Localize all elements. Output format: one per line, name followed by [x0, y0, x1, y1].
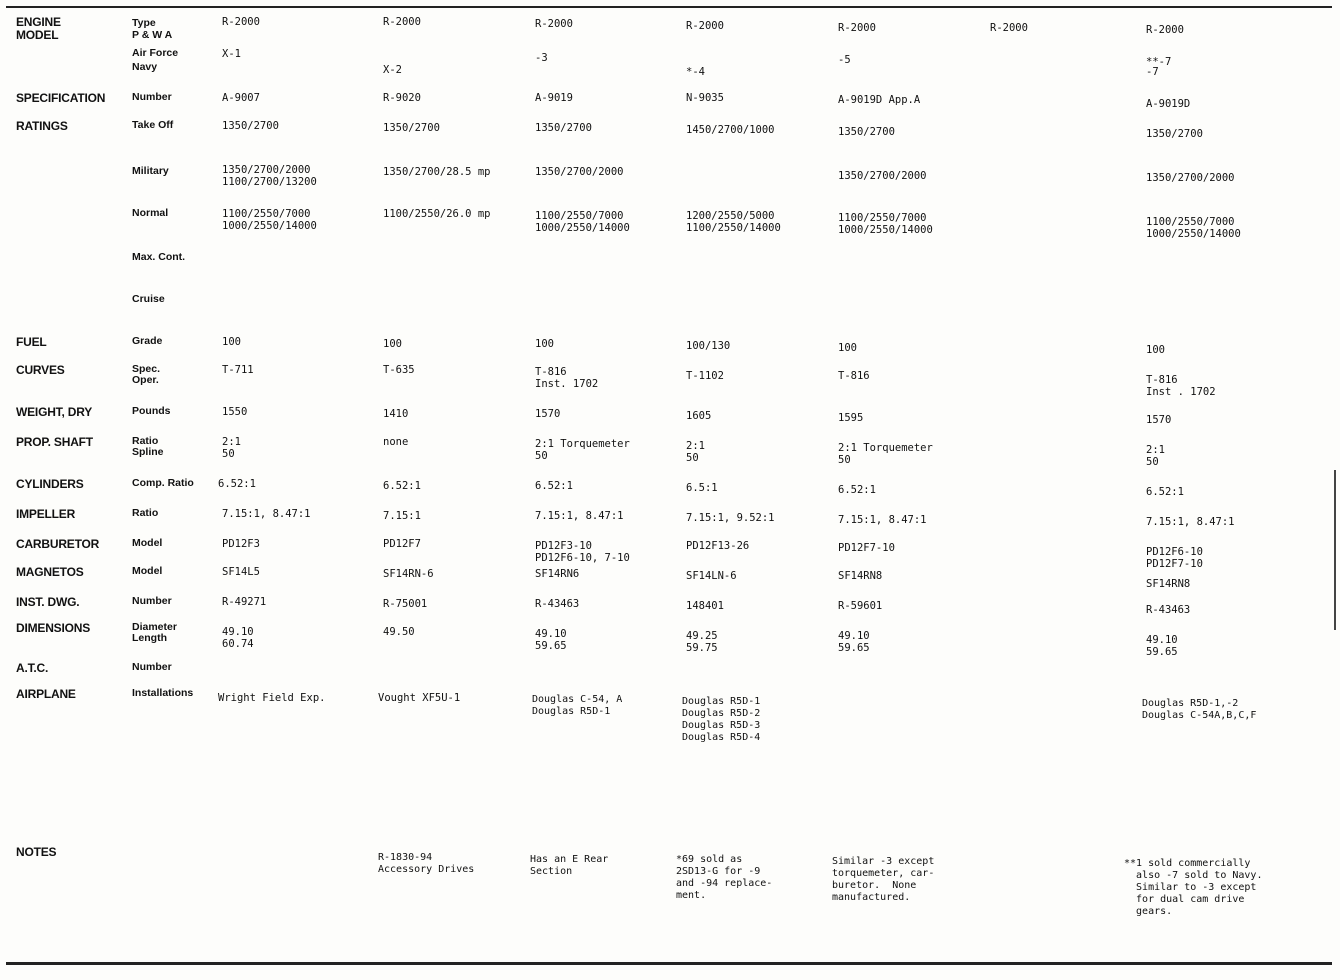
label-diameter-length: Diameter Length	[132, 621, 177, 644]
airforce-col3: -3	[535, 52, 548, 64]
imp-col5: 7.15:1, 8.47:1	[838, 514, 927, 526]
spec-col5: A-9019D App.A	[838, 94, 921, 106]
navy-col7: -7	[1146, 66, 1159, 78]
navy-col4: *-4	[686, 66, 705, 78]
curves-col4: T-1102	[686, 370, 724, 382]
label-pounds: Pounds	[132, 405, 171, 417]
engine-type-col3: R-2000	[535, 18, 573, 30]
label-military: Military	[132, 165, 169, 177]
label-takeoff: Take Off	[132, 119, 174, 131]
dim-col1: 49.10 60.74	[222, 626, 254, 650]
dwg-col2: R-75001	[383, 598, 428, 610]
spec-col3: A-9019	[535, 92, 573, 104]
normal-col5: 1100/2550/7000 1000/2550/14000	[838, 212, 933, 236]
airplane-col3: Douglas C-54, A Douglas R5D-1	[532, 694, 623, 717]
section-fuel: FUEL	[16, 335, 47, 349]
dwg-col7: R-43463	[1146, 604, 1191, 616]
notes-col3: Has an E Rear Section	[530, 854, 609, 877]
fuel-col2: 100	[383, 338, 402, 350]
section-atc: A.T.C.	[16, 661, 49, 675]
takeoff-col1: 1350/2700	[222, 120, 279, 132]
section-airplane: AIRPLANE	[16, 687, 76, 701]
label-type: Type	[132, 17, 156, 29]
airplane-col2: Vought XF5U-1	[378, 692, 461, 704]
section-curves: CURVES	[16, 363, 65, 377]
engine-type-col1: R-2000	[222, 16, 260, 28]
carb-col3: PD12F3-10 PD12F6-10, 7-10	[535, 540, 630, 564]
label-comp-ratio: Comp. Ratio	[132, 477, 194, 489]
curves-col7: T-816 Inst . 1702	[1146, 374, 1216, 398]
carb-col4: PD12F13-26	[686, 540, 750, 552]
engine-type-col2: R-2000	[383, 16, 421, 28]
mag-col5: SF14RN8	[838, 570, 883, 582]
weight-col2: 1410	[383, 408, 409, 420]
section-impeller: IMPELLER	[16, 507, 76, 521]
engine-type-col7: R-2000	[1146, 24, 1184, 36]
right-edge-mark	[1334, 470, 1336, 630]
spec-col4: N-9035	[686, 92, 724, 104]
label-cruise: Cruise	[132, 293, 165, 305]
imp-col1: 7.15:1, 8.47:1	[222, 508, 311, 520]
normal-col2: 1100/2550/26.0 mp	[383, 208, 491, 220]
weight-col5: 1595	[838, 412, 864, 424]
cyl-col5: 6.52:1	[838, 484, 876, 496]
section-inst-dwg: INST. DWG.	[16, 595, 80, 609]
mag-col4: SF14LN-6	[686, 570, 737, 582]
cyl-col1: 6.52:1	[218, 478, 256, 490]
prop-col5: 2:1 Torquemeter 50	[838, 442, 933, 466]
label-dwg-number: Number	[132, 595, 172, 607]
curves-col2: T-635	[383, 364, 415, 376]
airplane-col1: Wright Field Exp.	[218, 692, 326, 704]
dwg-col5: R-59601	[838, 600, 883, 612]
takeoff-col7: 1350/2700	[1146, 128, 1203, 140]
takeoff-col3: 1350/2700	[535, 122, 592, 134]
weight-col3: 1570	[535, 408, 561, 420]
notes-col7: **1 sold commercially also -7 sold to Navy. Similar to -3 except for dual cam drive gears.	[1124, 858, 1263, 917]
label-installations: Installations	[132, 687, 194, 699]
label-airforce: Air Force	[132, 47, 179, 59]
label-ratio-spline: Ratio Spline	[132, 435, 164, 458]
prop-col1: 2:1 50	[222, 436, 241, 460]
imp-col2: 7.15:1	[383, 510, 421, 522]
fuel-col4: 100/130	[686, 340, 731, 352]
label-pwa: P & W A	[132, 29, 173, 41]
dim-col4: 49.25 59.75	[686, 630, 718, 654]
fuel-col1: 100	[222, 336, 241, 348]
weight-col4: 1605	[686, 410, 712, 422]
spec-col1: A-9007	[222, 92, 260, 104]
weight-col1: 1550	[222, 406, 248, 418]
weight-col7: 1570	[1146, 414, 1172, 426]
imp-col4: 7.15:1, 9.52:1	[686, 512, 775, 524]
label-impeller-ratio: Ratio	[132, 507, 159, 519]
label-atc-number: Number	[132, 661, 172, 673]
fuel-col7: 100	[1146, 344, 1165, 356]
label-carb-model: Model	[132, 537, 163, 549]
spec-col2: R-9020	[383, 92, 421, 104]
curves-col1: T-711	[222, 364, 254, 376]
label-spec-oper: Spec. Oper.	[132, 363, 161, 386]
label-mag-model: Model	[132, 565, 163, 577]
airforce-col5: -5	[838, 54, 851, 66]
airplane-col4: Douglas R5D-1 Douglas R5D-2 Douglas R5D-3 Douglas R5D-4	[682, 696, 761, 743]
cyl-col4: 6.5:1	[686, 482, 718, 494]
carb-col1: PD12F3	[222, 538, 260, 550]
takeoff-col2: 1350/2700	[383, 122, 440, 134]
mag-col7: SF14RN8	[1146, 578, 1191, 590]
cyl-col3: 6.52:1	[535, 480, 573, 492]
navy-col2: X-2	[383, 64, 402, 76]
airplane-col7: Douglas R5D-1,-2 Douglas C-54A,B,C,F	[1142, 698, 1257, 721]
takeoff-col4: 1450/2700/1000	[686, 124, 775, 136]
normal-col1: 1100/2550/7000 1000/2550/14000	[222, 208, 317, 232]
spec-col7: A-9019D	[1146, 98, 1191, 110]
normal-col4: 1200/2550/5000 1100/2550/14000	[686, 210, 781, 234]
section-carburetor: CARBURETOR	[16, 537, 100, 551]
mag-col1: SF14L5	[222, 566, 260, 578]
prop-col4: 2:1 50	[686, 440, 705, 464]
cyl-col7: 6.52:1	[1146, 486, 1184, 498]
section-notes: NOTES	[16, 845, 57, 859]
dwg-col3: R-43463	[535, 598, 580, 610]
notes-col4: *69 sold as 2SD13-G for -9 and -94 replace- ment.	[676, 854, 773, 901]
military-col2: 1350/2700/28.5 mp	[383, 166, 491, 178]
section-cylinders: CYLINDERS	[16, 477, 84, 491]
mag-col2: SF14RN-6	[383, 568, 434, 580]
prop-col2: none	[383, 436, 409, 448]
section-ratings: RATINGS	[16, 119, 68, 133]
section-prop-shaft: PROP. SHAFT	[16, 435, 93, 449]
section-engine-model: ENGINE MODEL	[16, 15, 61, 42]
prop-col7: 2:1 50	[1146, 444, 1165, 468]
dwg-col4: 148401	[686, 600, 724, 612]
section-dimensions: DIMENSIONS	[16, 621, 91, 635]
dim-col7: 49.10 59.65	[1146, 634, 1178, 658]
dim-col2: 49.50	[383, 626, 415, 638]
carb-col2: PD12F7	[383, 538, 421, 550]
fuel-col5: 100	[838, 342, 857, 354]
engine-type-col4: R-2000	[686, 20, 724, 32]
imp-col3: 7.15:1, 8.47:1	[535, 510, 624, 522]
cyl-col2: 6.52:1	[383, 480, 421, 492]
notes-col2: R-1830-94 Accessory Drives	[378, 852, 475, 875]
dim-col5: 49.10 59.65	[838, 630, 870, 654]
carb-col5: PD12F7-10	[838, 542, 895, 554]
engine-type-col5: R-2000	[838, 22, 876, 34]
section-magnetos: MAGNETOS	[16, 565, 84, 579]
military-col3: 1350/2700/2000	[535, 166, 624, 178]
label-grade: Grade	[132, 335, 163, 347]
military-col7: 1350/2700/2000	[1146, 172, 1235, 184]
takeoff-col5: 1350/2700	[838, 126, 895, 138]
normal-col7: 1100/2550/7000 1000/2550/14000	[1146, 216, 1241, 240]
fuel-col3: 100	[535, 338, 554, 350]
engine-type-col6: R-2000	[990, 22, 1028, 34]
label-max-cont: Max. Cont.	[132, 251, 186, 263]
curves-col3: T-816 Inst. 1702	[535, 366, 599, 390]
airforce-col1: X-1	[222, 48, 241, 60]
imp-col7: 7.15:1, 8.47:1	[1146, 516, 1235, 528]
mag-col3: SF14RN6	[535, 568, 580, 580]
normal-col3: 1100/2550/7000 1000/2550/14000	[535, 210, 630, 234]
notes-col5: Similar -3 except torquemeter, car- buretor. None manufactured.	[832, 856, 935, 903]
section-weight: WEIGHT, DRY	[16, 405, 93, 419]
section-specification: SPECIFICATION	[16, 91, 106, 105]
military-col5: 1350/2700/2000	[838, 170, 927, 182]
carb-col7: PD12F6-10 PD12F7-10	[1146, 546, 1203, 570]
dim-col3: 49.10 59.65	[535, 628, 567, 652]
dwg-col1: R-49271	[222, 596, 267, 608]
top-border-rule	[6, 6, 1332, 8]
airforce-col7: **-7	[1146, 56, 1172, 68]
bottom-border-rule	[6, 962, 1332, 965]
prop-col3: 2:1 Torquemeter 50	[535, 438, 630, 462]
label-spec-number: Number	[132, 91, 172, 103]
label-navy: Navy	[132, 61, 158, 73]
curves-col5: T-816	[838, 370, 870, 382]
military-col1: 1350/2700/2000 1100/2700/13200	[222, 164, 317, 188]
label-normal: Normal	[132, 207, 169, 219]
